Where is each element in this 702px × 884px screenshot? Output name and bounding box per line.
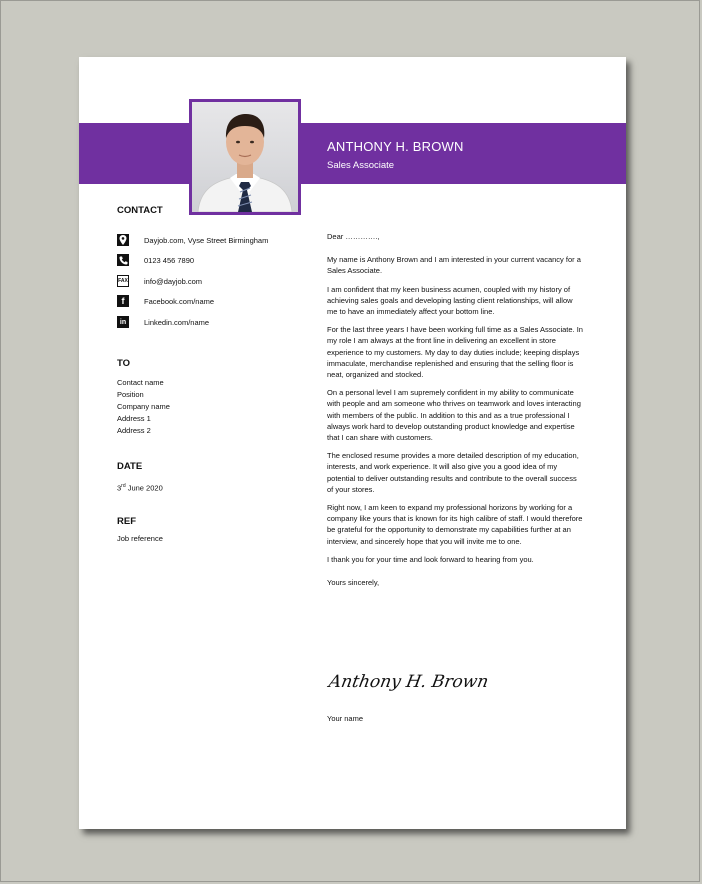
contact-item-address	[117, 233, 268, 247]
paragraph: For the last three years I have been working full time as a Sales Associate. In my role I am always at the front line in delivering an excellent in store experience to my customers. My day to day duties include; keeping displays immaculate, merchandise replenished and ensuring that the selling floor is neat, organized and stocked.	[327, 325, 583, 380]
date-rest: June 2020	[125, 483, 163, 493]
letter-body	[327, 231, 585, 595]
contact-address: Dayjob.com, Vyse Street Birmingham	[144, 235, 269, 245]
paragraph: The enclosed resume provides a more detailed description of my education, interests, and work experience. It will also give you a good idea of my potential to deliver outstanding results and contribute to the overall success of your stores.	[327, 451, 579, 494]
applicant-role: Sales Associate	[327, 160, 395, 171]
paragraph: I thank you for your time and look forward to hearing from you.	[327, 554, 534, 564]
contact-linkedin: Linkedin.com/name	[144, 317, 210, 327]
phone-icon	[117, 254, 129, 266]
paragraph: I am confident that my keen business acumen, coupled with my history of achieving sales goals and developing lasting client relationships, will allow me to have an immediately affect your bottom line.	[327, 284, 573, 317]
ref-value: Job reference	[117, 534, 163, 543]
contact-item-linkedin	[117, 315, 209, 329]
contact-item-email	[117, 274, 202, 288]
paragraph: My name is Anthony Brown and I am interested in your current vacancy for a Sales Associate.	[327, 255, 581, 276]
person-portrait-icon	[192, 102, 298, 212]
your-name: Your name	[327, 714, 363, 723]
facebook-icon: f	[117, 295, 129, 307]
to-address-2: Address 2	[117, 426, 151, 435]
linkedin-icon: in	[117, 316, 129, 328]
paragraph: On a personal level I am supremely confident in my ability to communicate with people and am someone who thrives on teamwork and loves interacting with members of the public. In addition to this and as a true professional I always work hard to develop outstanding product knowledge and expertise that I can share with customers.	[327, 388, 581, 443]
profile-photo-frame	[189, 99, 301, 215]
fax-icon: FAX	[117, 275, 129, 287]
contact-facebook: Facebook.com/name	[144, 296, 215, 306]
date-heading: DATE	[117, 461, 143, 472]
profile-photo	[192, 102, 298, 212]
cover-letter-page	[79, 57, 626, 829]
to-position: Position	[117, 390, 144, 399]
location-icon	[117, 234, 129, 246]
date-day: 3	[117, 483, 122, 493]
date-value	[117, 480, 163, 495]
contact-phone: 0123 456 7890	[144, 255, 195, 265]
date-suffix: rd	[121, 483, 126, 489]
ref-heading: REF	[117, 516, 136, 527]
contact-heading: CONTACT	[117, 205, 163, 216]
to-contact-name: Contact name	[117, 378, 164, 387]
applicant-name: ANTHONY H. BROWN	[327, 139, 464, 154]
paragraph: Right now, I am keen to expand my professional horizons by working for a company like yours that is known for its high calibre of staff. I would therefore be grateful for the opportunity to demonstrate my capabilities further at an interview, and sincerely hope that you will invite me to one.	[327, 503, 583, 546]
salutation: Dear ………….,	[327, 232, 380, 241]
to-company-name: Company name	[117, 402, 170, 411]
closing: Yours sincerely,	[327, 578, 380, 588]
signature: Anthony H. Brown	[327, 672, 490, 692]
contact-item-facebook	[117, 294, 214, 308]
contact-item-phone	[117, 253, 194, 267]
to-heading: TO	[117, 358, 131, 369]
contact-email: info@dayjob.com	[144, 276, 203, 286]
to-address-1: Address 1	[117, 414, 151, 423]
